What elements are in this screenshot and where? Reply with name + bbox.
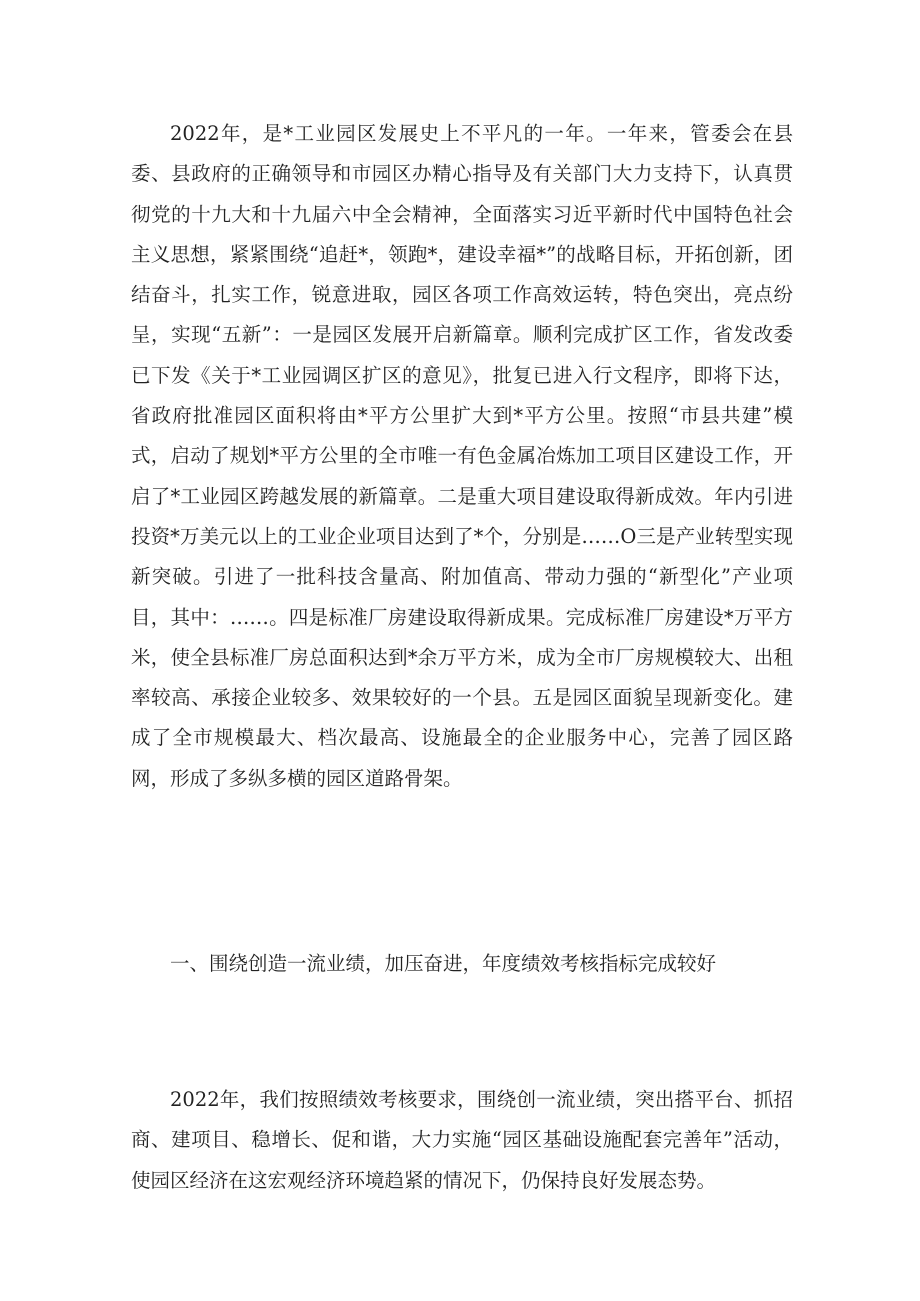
body-paragraph: 2022年，我们按照绩效考核要求，围绕创一流业绩，突出搭平台、抓招商、建项目、稳增长、促和谐，大力实施“园区基础设施配套完善年”活动，使园区经济在这宏观经济环境趋紧的情况下，仍保持良好发展态势。 <box>131 1088 793 1192</box>
body-paragraph: 2022年，是*工业园区发展史上不平凡的一年。一年来，管委会在县委、县政府的正确领导和市园区办精心指导及有关部门大力支持下，认真贯彻党的十九大和十九届六中全会精神，全面落实习近平新时代中国特色社会主义思想，紧紧围绕“追赶*，领跑*，建设幸福*”的战略目标，开拓创新，团结奋斗，扎实工作，锐意进取，园区各项工作高效运转，特色突出，亮点纷呈，实现“五新”：一是园区发展开启新篇章。顺利完成扩区工作，省发改委已下发《关于*工业园调区扩区的意见》，批复已进入行文程序，即将下达，省政府批准园区面积将由*平方公里扩大到*平方公里。按照“市县共建”模式，启动了规划*平方公里的全市唯一有色金属冶炼加工项目区建设工作，开启了*工业园区跨越发展的新篇章。二是重大项目建设取得新成效。年内引进投资*万美元以上的工业企业项目达到了*个，分别是……O三是产业转型实现新突破。引进了一批科技含量高、附加值高、带动力强的“新型化”产业项目，其中：……。四是标准厂房建设取得新成果。完成标准厂房建设*万平方米，使全县标准厂房总面积达到*余万平方米，成为全市厂房规模较大、出租率较高、承接企业较多、效果较好的一个县。五是园区面貌呈现新变化。建成了全市规模最大、档次最高、设施最全的企业服务中心，完善了园区路网，形成了多纵多横的园区道路骨架。 <box>131 122 793 790</box>
section-heading: 一、围绕创造一流业绩，加压奋进，年度绩效考核指标完成较好 <box>170 952 717 975</box>
